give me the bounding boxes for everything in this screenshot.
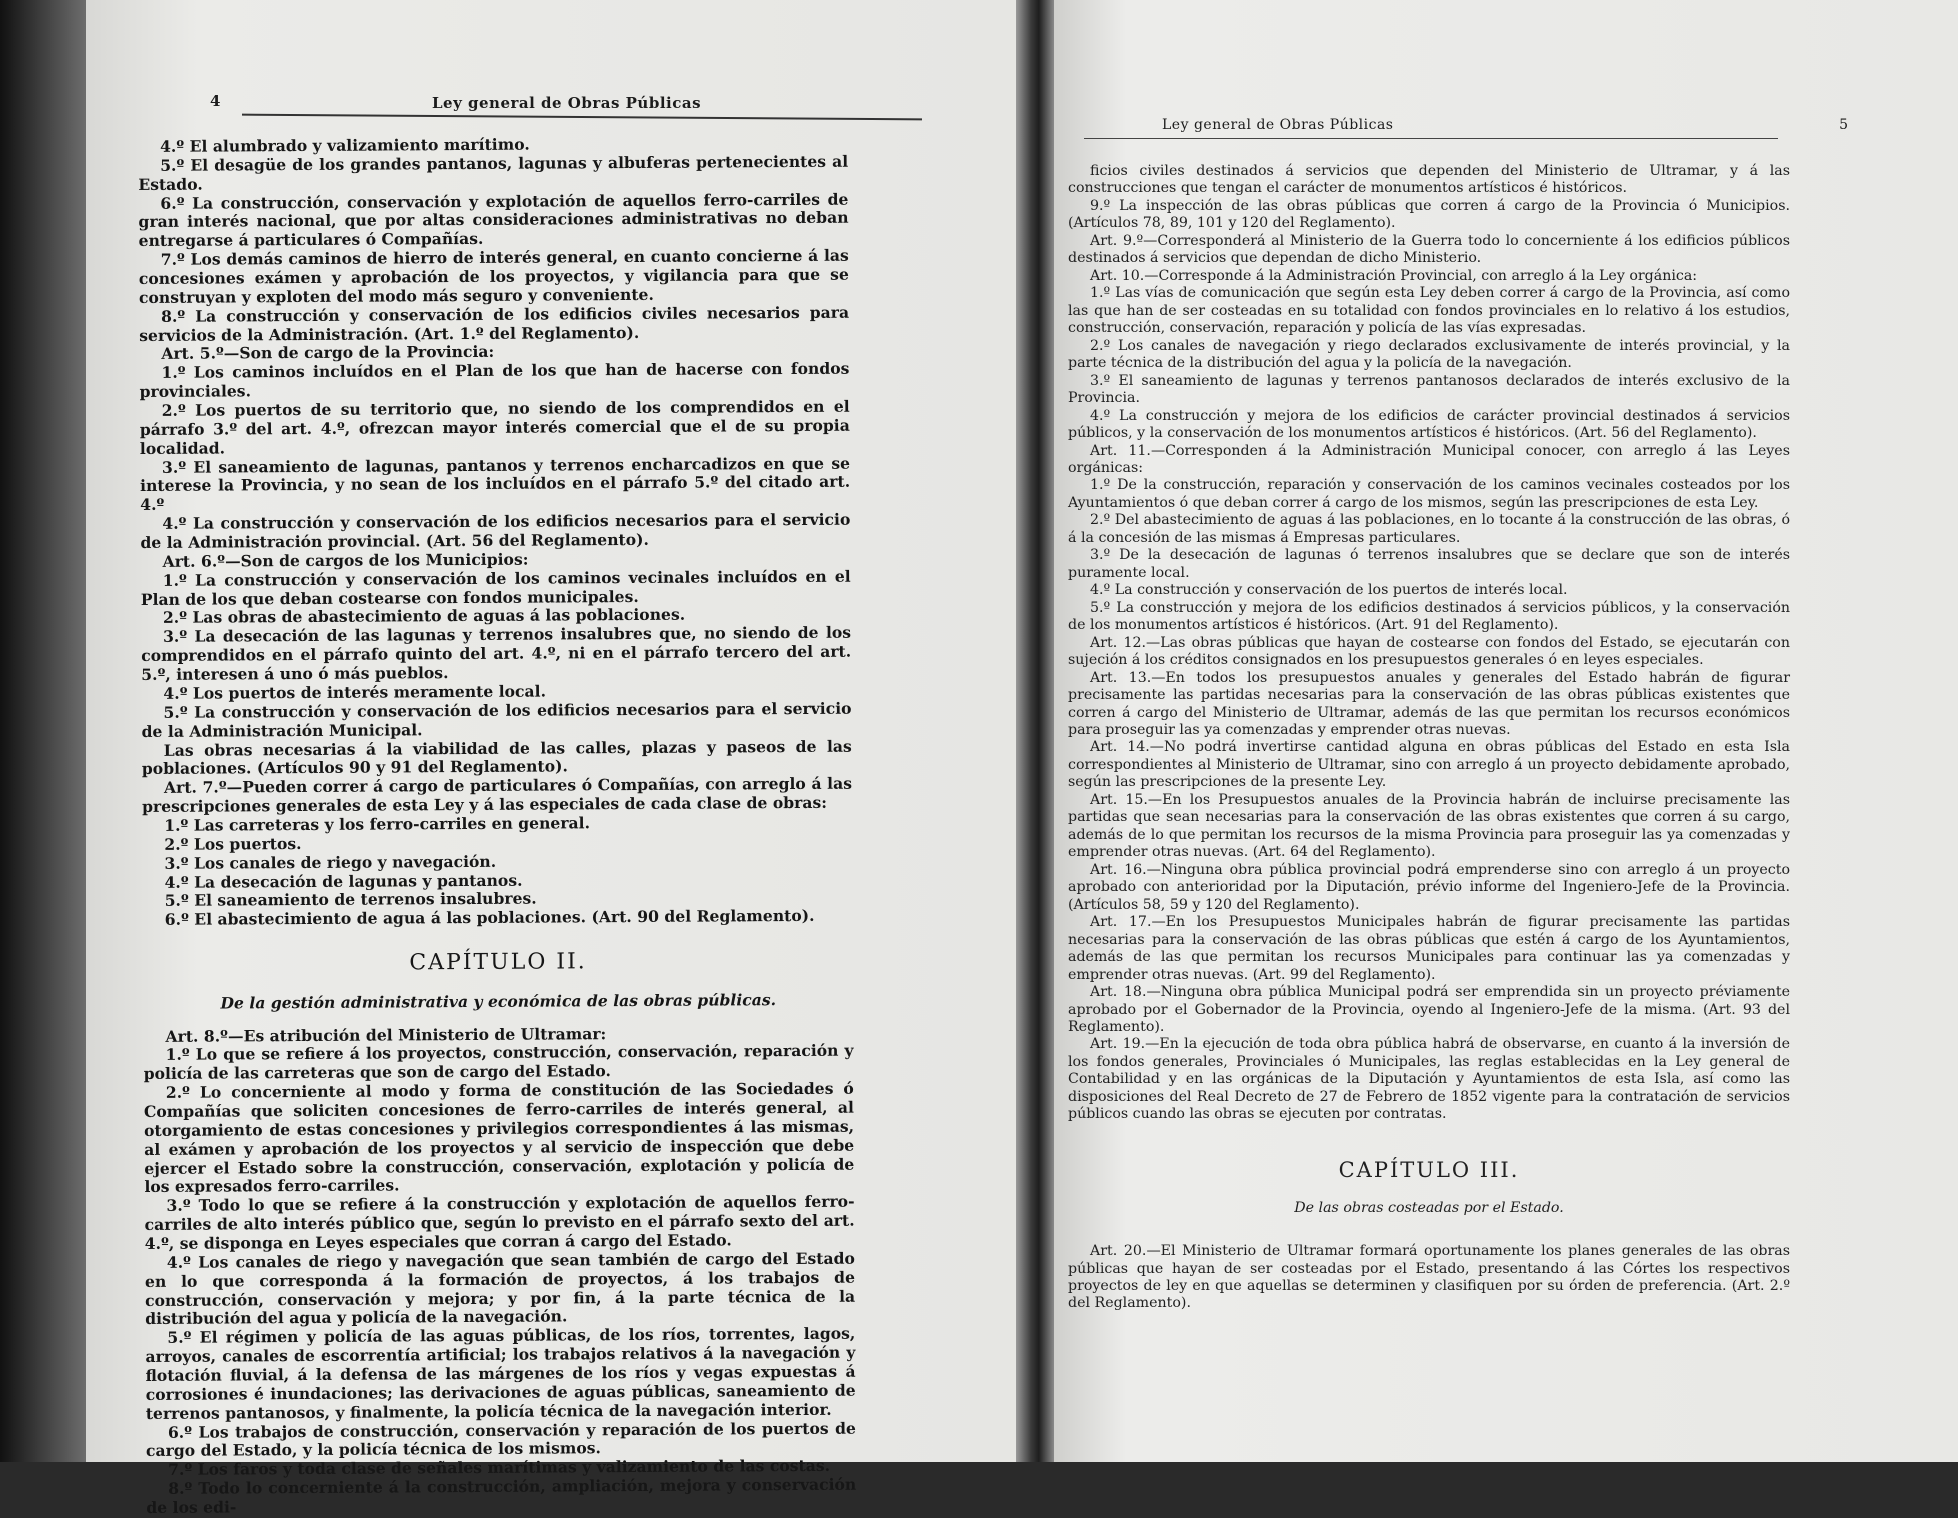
paragraph: 4.º El alumbrado y valizamiento marítimo. [159, 134, 530, 156]
chapter-subtitle: De la gestión administrativa y económica de las obras públicas. [220, 989, 777, 1013]
paragraph: 6.º La construcción, conservación y explotación de aquellos ferro-carriles de gran interés nacional, que por altas consideraciones administrativas no deban entregarse á particulares ó Compañías. [138, 189, 849, 251]
header-rule [1084, 138, 1778, 139]
paragraph: 2.º Del abastecimiento de aguas á las poblaciones, en lo tocante á la construcción de las obras, ó á la concesión de las mismas á Empresas particulares. [1068, 512, 1790, 546]
paragraph: 7.º Los faros y toda clase de señales marítimas y valizamiento de las costas. [168, 1456, 831, 1480]
paragraph: Art. 19.—En la ejecución de toda obra pública habrá de observarse, en cuanto á la inversión de los fondos generales, Provinciales ó Municipales, las reglas establecidas en la Ley general de Contabilidad y en las orgánicas de la Diputación y Ayuntamientos de esta Isla, así como las disposiciones del Real Decreto de 27 de Febrero de 1852 vigente para la contratación de servicios públicos cuando las obras se ejecuten por contratas. [1068, 1036, 1790, 1123]
paragraph: Art. 18.—Ninguna obra pública Municipal podrá ser emprendida sin un proyecto préviamente aprobado por el Gobernador de la Provincia, oyendo al Ingeniero-Jefe de la misma. (Art. 93 del Reglamento). [1068, 984, 1790, 1035]
paragraph-group-1 [1068, 163, 1790, 1124]
paragraph: 5.º La construcción y mejora de los edificios destinados á servicios públicos, y la conservación de los monumentos artísticos é históricos. (Art. 91 del Reglamento). [1068, 599, 1790, 634]
running-header: Ley general de Obras Públicas [432, 94, 702, 112]
paragraph: 1.º Lo que se refiere á los proyectos, construcción, conservación, reparación y policía de las carreteras que son de cargo del Estado. [143, 1041, 854, 1084]
chapter-title: CAPÍTULO III. [1338, 1157, 1520, 1182]
page-body [1068, 163, 1790, 1313]
paragraph: 5.º El desagüe de los grandes pantanos, lagunas y albuferas pertenecientes al Estado. [138, 151, 849, 194]
right-page [1054, 0, 1958, 1462]
paragraph: 4.º La construcción y conservación de los edificios necesarios para el servicio de la Administración provincial. (Art. 56 del Reglamento). [140, 509, 851, 553]
paragraph: 6.º Los trabajos de construcción, conservación y reparación de los puertos de cargo del Estado, y la policía técnica de los mismos. [145, 1418, 856, 1461]
paragraph: 4.º La desecación de lagunas y pantanos. [164, 870, 523, 892]
paragraph: 2.º Los canales de navegación y riego declarados exclusivamente de interés provincial, y la parte técnica de la distribución del agua y la policía de la navegación. [1068, 337, 1790, 372]
paragraph: 8.º Todo lo concerniente á la construcción, ampliación, mejora y conservación de los edi- [146, 1474, 857, 1518]
paragraph: 3.º Los canales de riego y navegación. [164, 851, 497, 873]
paragraph: Las obras necesarias á la viabilidad de las calles, plazas y paseos de las poblaciones. (Artículos 90 y 91 del Reglamento). [141, 736, 852, 779]
paragraph: Art. 16.—Ninguna obra pública provincial podrá emprenderse sino con arreglo á un proyecto aprobado con anterioridad por la Diputación, prévio informe del Ingeniero-Jefe de la Provincia. (Artículos 58, 59 y 120 del Reglamento). [1068, 861, 1790, 913]
paragraph: Art. 13.—En todos los presupuestos anuales y generales del Estado habrán de figurar precisamente las partidas necesarias para la conservación de las obras públicas existentes que corren á cargo del Ministerio de Ultramar, además de las que permitan los recursos económicos para proseguir las ya comenzadas y emprender otras nuevas. [1068, 669, 1790, 738]
paragraph: 7.º Los demás caminos de hierro de interés general, en cuanto concierne á las concesiones exámen y aprobación de los proyectos, y vigilancia para que se construyan y exploten del modo más seguro y conveniente. [138, 245, 849, 307]
paragraph: 4.º La construcción y mejora de los edificios de carácter provincial destinados á servicios públicos, y la conservación de los monumentos artísticos é históricos. (Art. 56 del Reglamento). [1068, 407, 1790, 442]
paragraph: Art. 8.º—Es atribución del Ministerio de Ultramar: [165, 1023, 607, 1046]
paragraph-group-2 [1068, 1243, 1790, 1313]
paragraph: 5.º El régimen y policía de las aguas públicas, de los ríos, torrentes, lagos, arroyos, canales de escorrentía artificial; los trabajos relativos á la navegación y flotación fluvial, á la defensa de las márgenes de los ríos y vegas expuestas á corrosiones é inundaciones; las derivaciones de aguas públicas, saneamiento de terrenos pantanosos, y finalmente, la policía técnica de la navegación interior. [145, 1323, 856, 1423]
paragraph: 3.º El saneamiento de lagunas y terrenos pantanosos declarados de interés exclusivo de la Provincia. [1068, 372, 1790, 407]
running-header: Ley general de Obras Públicas [1162, 117, 1394, 133]
paragraph-group-2 [143, 1023, 856, 1518]
paragraph: 3.º De la desecación de lagunas ó terrenos insalubres que se declare que son de interés puramente local. [1068, 547, 1790, 581]
paragraph: Art. 14.—No podrá invertirse cantidad alguna en obras públicas del Estado en esta Isla correspondientes al Ministerio de Ultramar, sino con arreglo á un proyecto debidamente aprobado, según las prescripciones de la presente Ley. [1068, 739, 1790, 791]
page-number: 5 [1839, 117, 1848, 133]
paragraph: Art. 7.º—Pueden correr á cargo de particulares ó Compañías, con arreglo á las prescripciones generales de esta Ley y á las especiales de cada clase de obras: [142, 773, 853, 817]
paragraph: Art. 12.—Las obras públicas que hayan de costearse con fondos del Estado, se ejecutarán con sujeción á los créditos consignados en los presupuestos generales ó en leyes especiales. [1068, 634, 1790, 669]
paragraph: 2.º Lo concerniente al modo y forma de constitución de las Sociedades ó Compañías que soliciten concesiones de ferro-carriles de interés general, al otorgamiento de estas concesiones y privilegios correspondientes á las mismas, al exámen y aprobación de los proyectos y al servicio de inspección que debe ejercer el Estado sobre la construcción, conservación, explotación y policía de los expresados ferro-carriles. [143, 1078, 855, 1197]
book-gutter [1016, 0, 1054, 1462]
paragraph: 4.º La construcción y conservación de los puertos de interés local. [1090, 582, 1568, 599]
paragraph: Art. 9.º—Corresponderá al Ministerio de la Guerra todo lo concerniente á los edificios públicos destinados á servicios que dependan de dicho Ministerio. [1068, 232, 1790, 267]
paragraph: 5.º El saneamiento de terrenos insalubres. [164, 888, 537, 911]
paragraph: 2.º Las obras de abastecimiento de aguas á las poblaciones. [162, 605, 686, 628]
paragraph: 5.º La construcción y conservación de los edificios necesarios para el servicio de la Administración Municipal. [141, 698, 852, 741]
paragraph: 2.º Los puertos. [164, 833, 302, 854]
header-rule [242, 114, 922, 121]
paragraph: 4.º Los canales de riego y navegación que sean también de cargo del Estado en lo que corresponda á la formación de proyectos, á los trabajos de construcción, conservación y mejora; y por fin, á la parte técnica de la distribución del agua y policía de la navegación. [144, 1248, 856, 1329]
chapter-title: CAPÍTULO II. [409, 949, 587, 976]
paragraph: 1.º Las carreteras y los ferro-carriles en general. [164, 813, 591, 835]
chapter-subtitle: De las obras costeadas por el Estado. [1294, 1199, 1564, 1216]
page-number: 4 [210, 92, 221, 110]
left-page [86, 0, 1016, 1518]
book-spine-edge [0, 0, 86, 1462]
paragraph: 1.º De la construcción, reparación y conservación de los caminos vecinales costeados por los Ayuntamientos ó que deban correr á cargo de los mismos, según las prescripciones de esta Ley. [1068, 477, 1790, 511]
paragraph: Art. 6.º—Son de cargos de los Municipios: [162, 549, 529, 571]
page-body [138, 134, 856, 1518]
paragraph: 1.º Los caminos incluídos en el Plan de los que han de hacerse con fondos provinciales. [139, 358, 850, 402]
paragraph: 3.º La desecación de las lagunas y terrenos insalubres que, no siendo de los comprendidos en el párrafo quinto del art. 4.º, ni en el párrafo tercero del art. 5.º, interesen á uno ó más pueblos. [141, 622, 852, 685]
paragraph: 2.º Los puertos de su territorio que, no siendo de los comprendidos en el párrafo 3.º del art. 4.º, ofrezcan mayor interés comercial que el de su propia localidad. [139, 396, 850, 458]
paragraph: Art. 15.—En los Presupuestos anuales de la Provincia habrán de incluirse precisamente las partidas que sean necesarias para la conservación de las obras existentes que corren á su cargo, además de lo que permitan los recursos de la misma Provincia para proseguir las ya comenzadas y emprender otras nuevas. (Art. 64 del Reglamento). [1068, 791, 1790, 861]
paragraph: Art. 20.—El Ministerio de Ultramar formará oportunamente los planes generales de las obras públicas que hayan de ser costeadas por el Estado, presentando á las Córtes los respectivos proyectos de ley en que aquellas se determinen y clasifiquen por su órden de preferencia. (Art. 2.º del Reglamento). [1068, 1243, 1790, 1312]
paragraph: Art. 5.º—Son de cargo de la Provincia: [161, 342, 495, 364]
paragraph: 1.º Las vías de comunicación que según esta Ley deben correr á cargo de la Provincia, así como las que han de ser costeadas en su totalidad con fondos provinciales en lo relativo á los estudios, construcción, conservación, reparación y policía de las vías expresadas. [1068, 285, 1790, 337]
paragraph: 8.º La construcción y conservación de los edificios civiles necesarios para servicios de la Administración. (Art. 1.º del Reglamento). [139, 302, 850, 345]
paragraph: 4.º Los puertos de interés meramente local. [163, 681, 547, 703]
paragraph: Art. 11.—Corresponden á la Administración Municipal conocer, con arreglo á las Leyes orgánicas: [1068, 442, 1790, 476]
paragraph: Art. 17.—En los Presupuestos Municipales habrán de figurar precisamente las partidas necesarias para la conservación de las obras públicas que estén á cargo de los Ayuntamientos, además de las que permitan los recursos Municipales para continuar las ya comenzadas y emprender otras nuevas. (Art. 99 del Reglamento). [1068, 914, 1790, 983]
paragraph: ficios civiles destinados á servicios que dependen del Ministerio de Ultramar, y á las construcciones que tengan el carácter de monumentos artísticos é históricos. [1068, 163, 1790, 197]
paragraph: 3.º Todo lo que se refiere á la construcción y explotación de aquellos ferro-carriles de alto interés público que, según lo previsto en el párrafo sexto del art. 4.º, se disponga en Leyes especiales que corran á cargo del Estado. [144, 1191, 855, 1253]
paragraph: 3.º El saneamiento de lagunas, pantanos y terrenos encharcadizos en que se interese la Provincia, y no sean de los incluídos en el párrafo 5.º del citado art. 4.º [140, 453, 851, 515]
paragraph-group-1 [138, 134, 853, 930]
paragraph: 1.º La construcción y conservación de los caminos vecinales incluídos en el Plan de los que deban costearse con fondos municipales. [140, 566, 851, 609]
paragraph: Art. 10.—Corresponde á la Administración Provincial, con arreglo á la Ley orgánica: [1090, 267, 1698, 284]
paragraph: 9.º La inspección de las obras públicas que corren á cargo de la Provincia ó Municipios. (Artículos 78, 89, 101 y 120 del Reglamento). [1068, 197, 1790, 232]
paragraph: 6.º El abastecimiento de agua á las poblaciones. (Art. 90 del Reglamento). [164, 906, 815, 930]
